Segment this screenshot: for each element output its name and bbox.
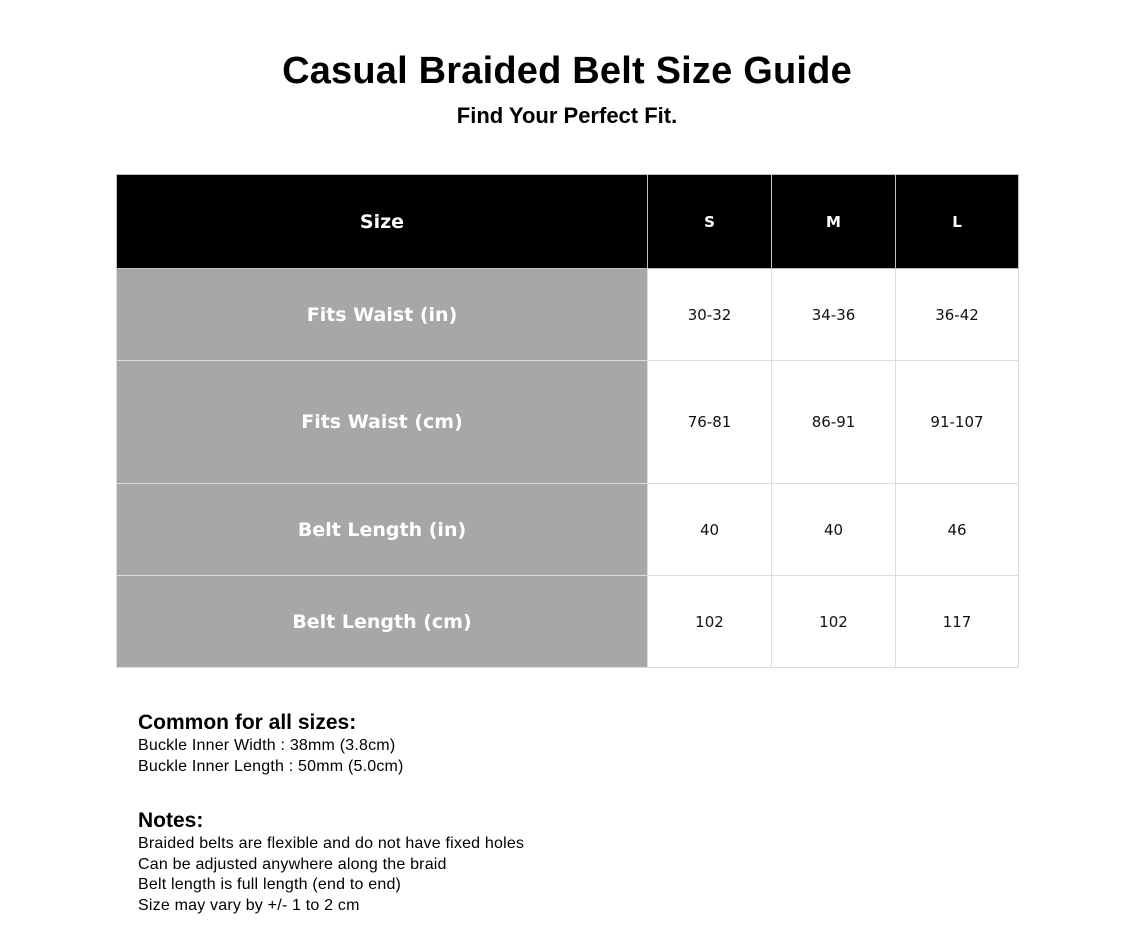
table-row-waist-cm [117, 361, 1019, 484]
row-label: Fits Waist (cm) [117, 361, 648, 484]
table-cell: 76-81 [648, 361, 772, 484]
table-cell: 91-107 [896, 361, 1019, 484]
table-row-length-cm [117, 576, 1019, 668]
table-cell: 40 [648, 484, 772, 576]
table-row-length-in [117, 484, 1019, 576]
common-sizes-heading: Common for all sizes: [138, 711, 357, 734]
table-cell: 86-91 [772, 361, 896, 484]
size-column-l: L [896, 175, 1019, 269]
row-label: Belt Length (in) [117, 484, 648, 576]
size-chart-table [116, 174, 1019, 668]
row-label: Belt Length (cm) [117, 576, 648, 668]
table-cell: 34-36 [772, 269, 896, 361]
list-item: Braided belts are flexible and do not have fixed holes [138, 835, 525, 852]
list-item: Size may vary by +/- 1 to 2 cm [138, 897, 360, 915]
page-title: Casual Braided Belt Size Guide [282, 50, 852, 92]
list-item: Belt length is full length (end to end) [138, 876, 402, 894]
table-cell: 40 [772, 484, 896, 576]
table-row-waist-in [117, 269, 1019, 361]
table-cell: 46 [896, 484, 1019, 576]
size-column-m: M [772, 175, 896, 269]
table-cell: 36-42 [896, 269, 1019, 361]
common-sizes-section [138, 710, 404, 777]
size-column-s: S [648, 175, 772, 269]
table-cell: 102 [772, 576, 896, 668]
list-item: Can be adjusted anywhere along the braid [138, 855, 447, 873]
table-cell: 30-32 [648, 269, 772, 361]
table-cell: 102 [648, 576, 772, 668]
page-subtitle: Find Your Perfect Fit. [456, 103, 678, 128]
table-cell: 117 [896, 576, 1019, 668]
table-header-row [117, 175, 1019, 269]
row-label: Fits Waist (in) [117, 269, 648, 361]
notes-section [138, 808, 524, 917]
notes-heading: Notes: [138, 809, 204, 832]
size-header-label: Size [117, 175, 648, 269]
list-item: Buckle Inner Width : 38mm (3.8cm) [138, 737, 396, 754]
list-item: Buckle Inner Length : 50mm (5.0cm) [138, 757, 404, 775]
